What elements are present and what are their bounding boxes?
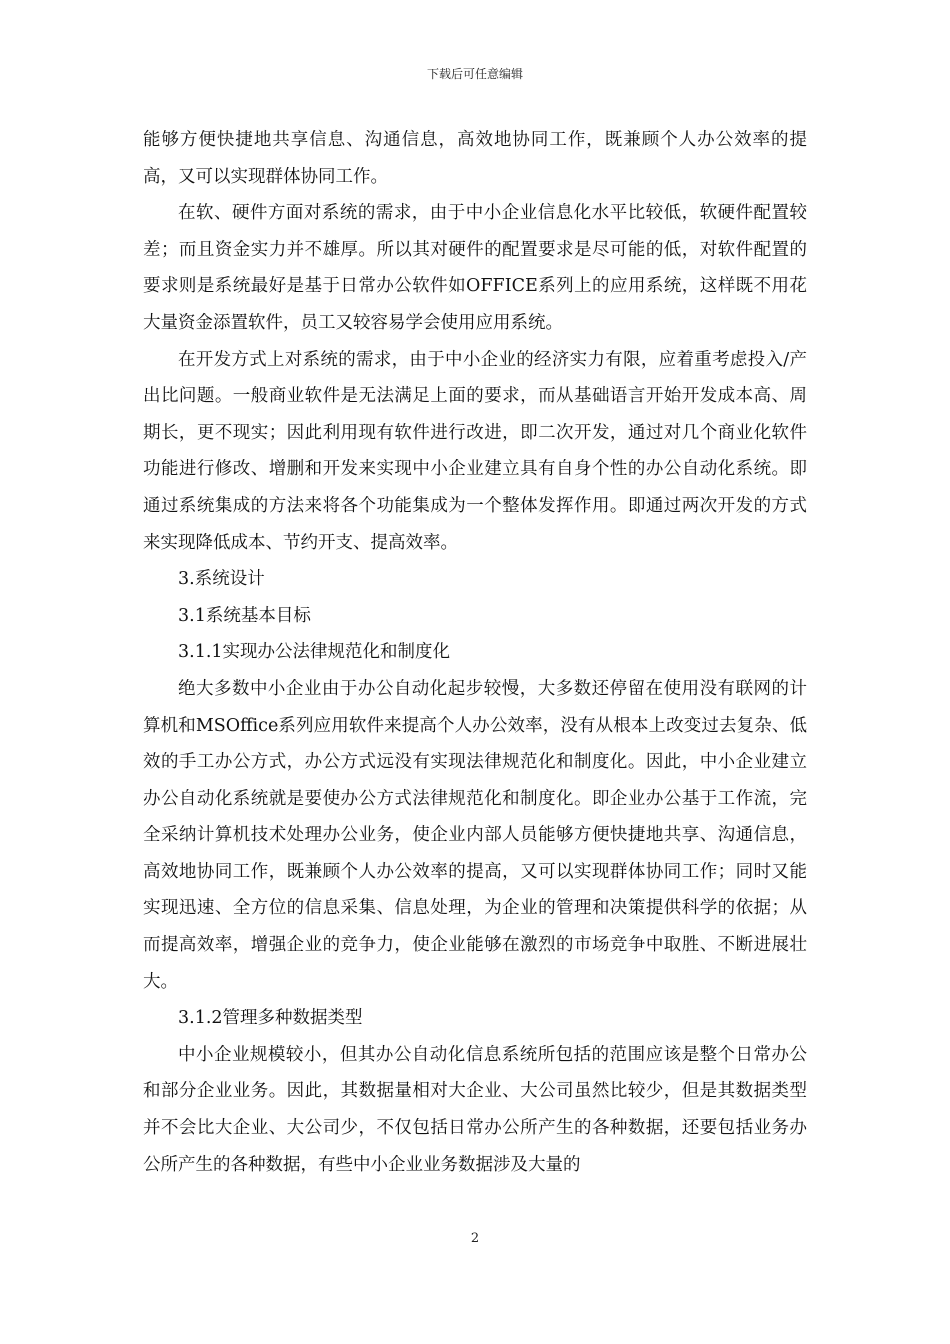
subsubsection-heading-data-types: 3.1.2管理多种数据类型 <box>178 1008 363 1029</box>
section-heading-system-design: 3.系统设计 <box>178 569 265 590</box>
paragraph-data-types: 中小企业规模较小，但其办公自动化信息系统所包括的范围应该是整个日常办公和部分企业业务。因此，其数据量相对大企业、大公司虽然比较少，但是其数据类型并不会比大企业、大公司少，不仅包括日常办公所产生的各种数据，还要包括业务办公所产生的各种数据，有些中小企业业务数据涉及大量的 <box>143 1044 807 1175</box>
paragraph-development-requirements: 在开发方式上对系统的需求，由于中小企业的经济实力有限，应着重考虑投入/产出比问题。一般商业软件是无法满足上面的要求，而从基础语言开始开发成本高、周期长，更不现实；因此利用现有软件进行改进，即二次开发，通过对几个商业化软件功能进行修改、增删和开发来实现中小企业建立具有自身个性的办公自动化系统。即通过系统集成的方法来将各个功能集成为一个整体发挥作用。即通过两次开发的方式来实现降低成本、节约开支、提高效率。 <box>143 349 807 553</box>
page-header: 下载后可任意编辑 <box>426 67 523 81</box>
paragraph-software-hardware-requirements: 在软、硬件方面对系统的需求，由于中小企业信息化水平比较低，软硬件配置较差；而且资金实力并不雄厚。所以其对硬件的配置要求是尽可能的低，对软件配置的要求则是系统最好是基于日常办公软件如OFFICE系列上的应用系统，这样既不用花大量资金添置软件，员工又较容易学会使用应用系统。 <box>143 203 807 333</box>
paragraph-continuation: 能够方便快捷地共享信息、沟通信息，高效地协同工作，既兼顾个人办公效率的提高，又可以实现群体协同工作。 <box>143 130 807 187</box>
subsection-heading-basic-goals: 3.1系统基本目标 <box>178 605 311 626</box>
paragraph-standardization: 绝大多数中小企业由于办公自动化起步较慢，大多数还停留在使用没有联网的计算机和MSOffice系列应用软件来提高个人办公效率，没有从根本上改变过去复杂、低效的手工办公方式，办公方式远没有实现法律规范化和制度化。因此，中小企业建立办公自动化系统就是要使办公方式法律规范化和制度化。即企业办公基于工作流，完全采纳计算机技术处理办公业务，使企业内部人员能够方便快捷地共享、沟通信息，高效地协同工作，既兼顾个人办公效率的提高，又可以实现群体协同工作；同时又能实现迅速、全方位的信息采集、信息处理，为企业的管理和决策提供科学的依据；从而提高效率，增强企业的竞争力，使企业能够在激烈的市场竞争中取胜、不断进展壮大。 <box>143 678 807 992</box>
subsubsection-heading-standardization: 3.1.1实现办公法律规范化和制度化 <box>178 642 451 663</box>
document-body <box>143 122 807 1183</box>
page-number: 2 <box>470 1231 480 1246</box>
